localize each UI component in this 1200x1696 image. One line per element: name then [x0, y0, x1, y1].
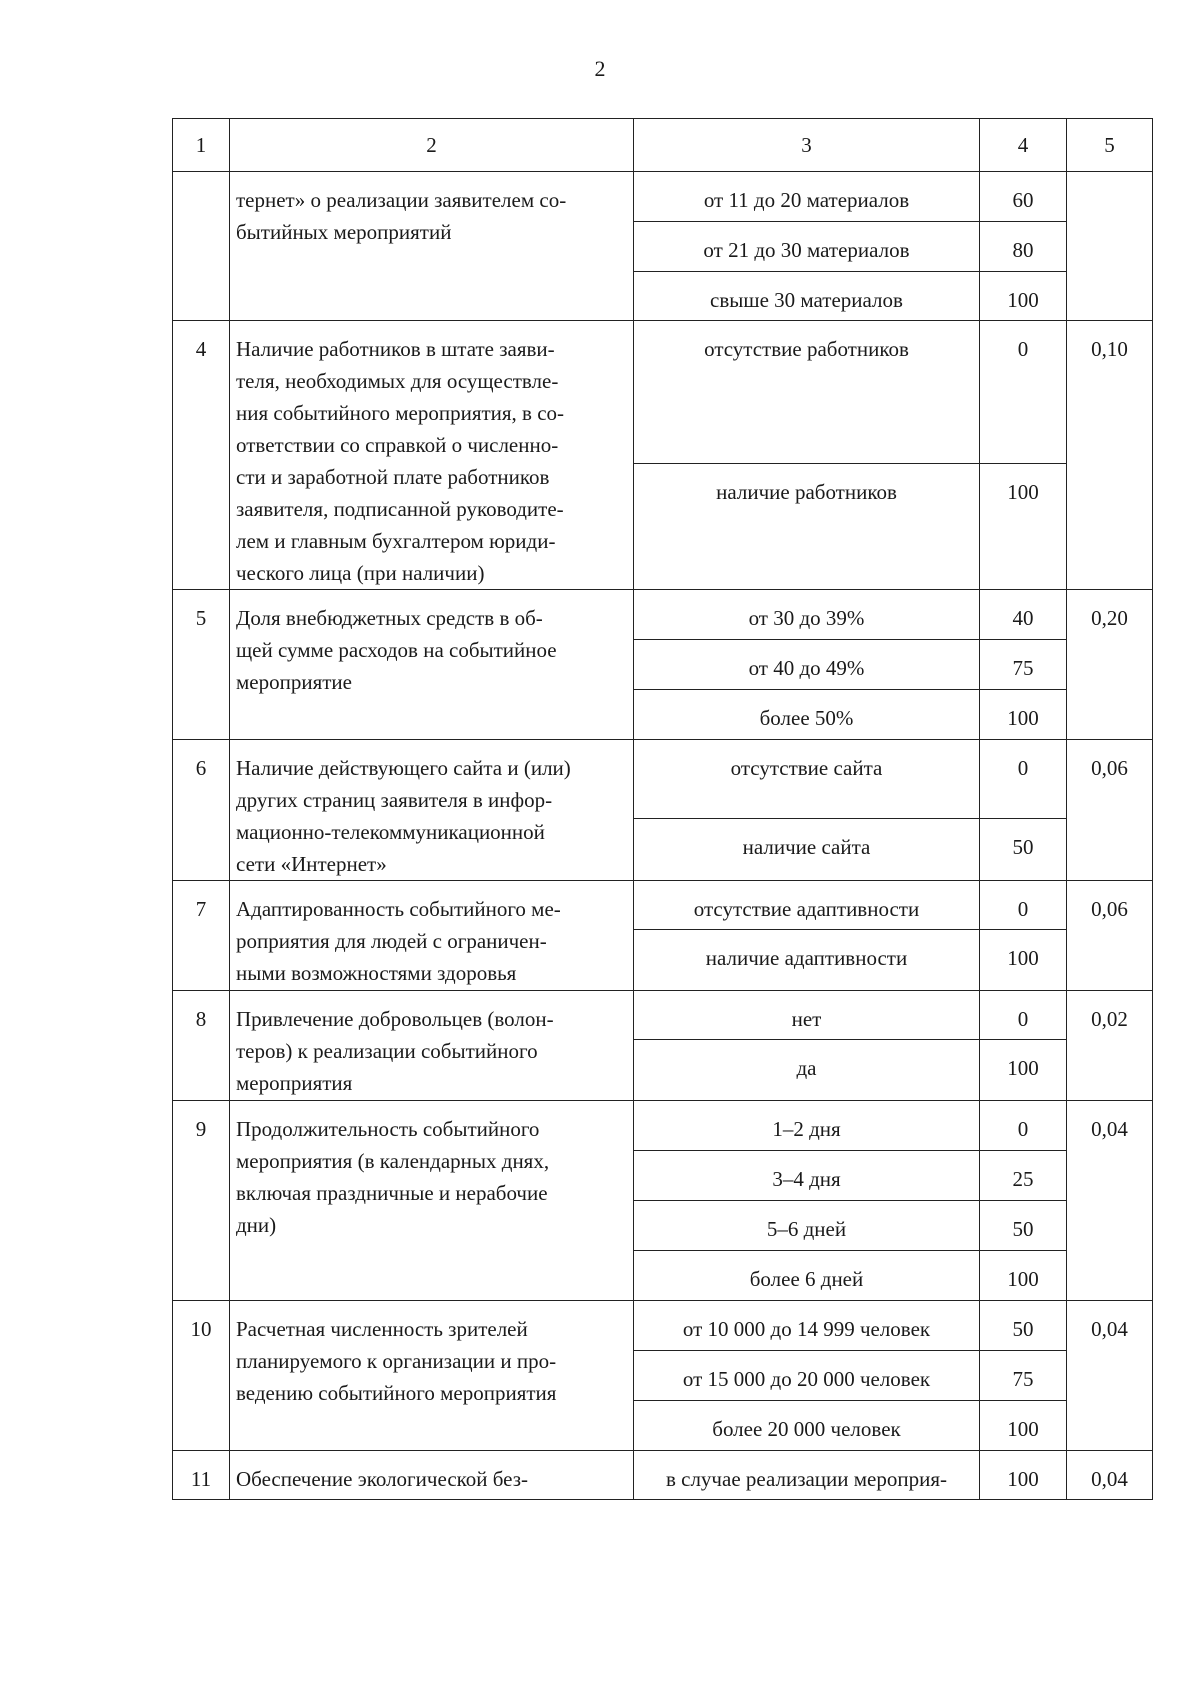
criterion-number: 10 [173, 1301, 230, 1451]
criterion-text-content: Адаптированность событийного ме- роприятия для людей с ограничен- ными возможностями здоровья [236, 897, 561, 985]
criterion-score: 0 [980, 1101, 1067, 1151]
criterion-text [230, 1101, 634, 1301]
column-header: 1 [173, 119, 230, 172]
criterion-text [230, 881, 634, 991]
table-row [173, 991, 1153, 1040]
criterion-condition: от 15 000 до 20 000 человек [634, 1351, 980, 1401]
table-row [173, 881, 1153, 930]
table-row [173, 1301, 1153, 1351]
page-number: 2 [594, 56, 606, 81]
criterion-number: 7 [173, 881, 230, 991]
table-header-row [173, 119, 1153, 172]
criterion-weight: 0,06 [1067, 740, 1153, 881]
criterion-text [230, 991, 634, 1101]
criterion-text-content: тернет» о реализации заявителем со- бытийных мероприятий [236, 188, 567, 244]
criterion-condition: 3–4 дня [634, 1151, 980, 1201]
criterion-condition: наличие адаптивности [634, 930, 980, 991]
table-row [173, 1451, 1153, 1500]
criterion-weight [1067, 172, 1153, 321]
criterion-text [230, 740, 634, 881]
table-row [173, 321, 1153, 464]
column-header: 2 [230, 119, 634, 172]
criterion-weight: 0,02 [1067, 991, 1153, 1101]
criterion-text-content: Привлечение добровольцев (волон- теров) к реализации событийного мероприятия [236, 1007, 554, 1095]
criterion-score: 100 [980, 272, 1067, 321]
criterion-condition: наличие работников [634, 463, 980, 589]
criterion-condition: отсутствие адаптивности [634, 881, 980, 930]
criterion-condition: отсутствие работников [634, 321, 980, 464]
criterion-condition: отсутствие сайта [634, 740, 980, 819]
criterion-condition: да [634, 1040, 980, 1101]
criterion-condition: от 40 до 49% [634, 640, 980, 690]
criterion-score: 100 [980, 690, 1067, 740]
criterion-number: 11 [173, 1451, 230, 1500]
criterion-number: 4 [173, 321, 230, 590]
criterion-score: 75 [980, 640, 1067, 690]
criterion-number: 8 [173, 991, 230, 1101]
criterion-score: 100 [980, 1451, 1067, 1500]
criterion-score: 25 [980, 1151, 1067, 1201]
criterion-score: 0 [980, 740, 1067, 819]
criterion-condition: 5–6 дней [634, 1201, 980, 1251]
criterion-condition: более 6 дней [634, 1251, 980, 1301]
criterion-text-content: Обеспечение экологической без- [236, 1467, 529, 1491]
criterion-score: 80 [980, 222, 1067, 272]
criterion-condition: более 20 000 человек [634, 1401, 980, 1451]
criterion-text-content: Расчетная численность зрителей планируемого к организации и про- ведению событийного мероприятия [236, 1317, 557, 1405]
criterion-condition: нет [634, 991, 980, 1040]
criterion-score: 100 [980, 930, 1067, 991]
criterion-score: 50 [980, 1301, 1067, 1351]
criterion-condition: 1–2 дня [634, 1101, 980, 1151]
criterion-text [230, 1301, 634, 1451]
criterion-text-content: Доля внебюджетных средств в об- щей сумме расходов на событийное мероприятие [236, 606, 557, 694]
criterion-weight: 0,04 [1067, 1451, 1153, 1500]
criterion-text [230, 172, 634, 321]
table-row [173, 1101, 1153, 1151]
criterion-score: 0 [980, 991, 1067, 1040]
column-header: 4 [980, 119, 1067, 172]
column-header: 3 [634, 119, 980, 172]
criterion-text-content: Продолжительность событийного мероприятия (в календарных днях, включая праздничные и нерабочие дни) [236, 1117, 550, 1237]
criterion-weight: 0,04 [1067, 1101, 1153, 1301]
criterion-condition: в случае реализации мероприя- [634, 1451, 980, 1500]
criterion-score: 0 [980, 321, 1067, 464]
criterion-condition: более 50% [634, 690, 980, 740]
criterion-score: 0 [980, 881, 1067, 930]
criterion-condition: от 10 000 до 14 999 человек [634, 1301, 980, 1351]
criterion-score: 40 [980, 590, 1067, 640]
criterion-score: 100 [980, 1401, 1067, 1451]
criterion-score: 75 [980, 1351, 1067, 1401]
criterion-text-content: Наличие работников в штате заяви- теля, необходимых для осуществле- ния событийного мероприятия, в со- ответствии со справкой о численно- сти и заработной плате работников заявителя, подписанной руководите- лем и главным бухгалтером юриди- ческого лица (при наличии) [236, 337, 565, 585]
criterion-number [173, 172, 230, 321]
criterion-score: 100 [980, 1040, 1067, 1101]
criterion-number: 6 [173, 740, 230, 881]
criterion-score: 60 [980, 172, 1067, 222]
table-row [173, 740, 1153, 819]
criterion-text-content: Наличие действующего сайта и (или) других страниц заявителя в инфор- мационно-телекоммуникационной сети «Интернет» [236, 756, 571, 876]
criterion-condition: от 21 до 30 материалов [634, 222, 980, 272]
criteria-table [172, 118, 1153, 1500]
criterion-condition: от 30 до 39% [634, 590, 980, 640]
criterion-condition: от 11 до 20 материалов [634, 172, 980, 222]
column-header: 5 [1067, 119, 1153, 172]
criterion-text [230, 1451, 634, 1500]
table-row [173, 590, 1153, 640]
criterion-condition: свыше 30 материалов [634, 272, 980, 321]
criterion-weight: 0,10 [1067, 321, 1153, 590]
criterion-condition: наличие сайта [634, 818, 980, 880]
criterion-score: 50 [980, 1201, 1067, 1251]
criterion-text [230, 321, 634, 590]
criterion-text [230, 590, 634, 740]
criterion-weight: 0,04 [1067, 1301, 1153, 1451]
criterion-number: 9 [173, 1101, 230, 1301]
criterion-weight: 0,06 [1067, 881, 1153, 991]
criterion-weight: 0,20 [1067, 590, 1153, 740]
criterion-score: 100 [980, 463, 1067, 589]
table-row [173, 172, 1153, 222]
criterion-score: 100 [980, 1251, 1067, 1301]
criterion-number: 5 [173, 590, 230, 740]
criterion-score: 50 [980, 818, 1067, 880]
